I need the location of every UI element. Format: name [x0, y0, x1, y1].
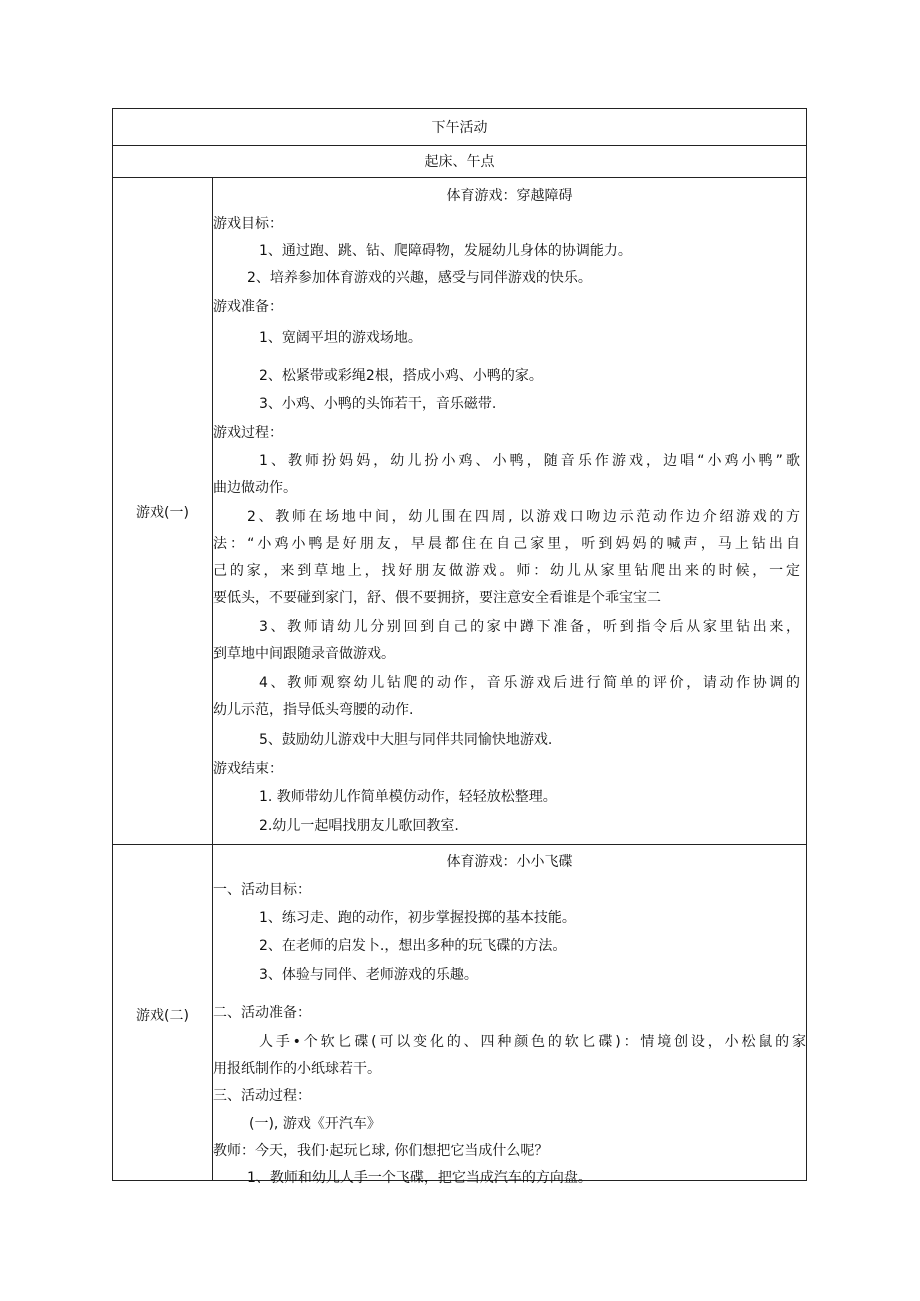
list-item: 游戏过程：: [213, 425, 283, 441]
section2-label: 游戏(二): [136, 1008, 189, 1024]
list-item: 3、体验与同伴、老师游戏的乐趣。: [259, 967, 478, 983]
page-title: 下午活动: [431, 120, 488, 136]
list-item: 教师：今天，我们·起玩匕球, 你们想把它当成什么呢？: [213, 1143, 549, 1159]
list-item: 到草地中间跟随录音做游戏。: [213, 646, 395, 662]
section1-title: 体育游戏：穿越障碍: [446, 188, 573, 204]
list-item: 1、宽阔平坦的游戏场地。: [259, 330, 422, 346]
list-item: 5、鼓励幼儿游戏中大胆与同伴共同愉快地游戏.: [259, 732, 553, 748]
list-item: 3、教师请幼儿分别回到自己的家中蹲下准备，听到指令后从家里钻出来，: [259, 619, 800, 635]
list-item: 游戏结束：: [213, 761, 283, 777]
list-item: 1、通过跑、跳、钻、爬障碍物，发屣幼儿身体的协调能力。: [259, 243, 632, 259]
section2-content: [213, 845, 806, 1186]
page-subtitle: 起床、午点: [424, 154, 495, 170]
list-item: 2、培养参加体育游戏的兴趣，感受与同伴游戏的快乐。: [247, 270, 592, 286]
list-item: 1、教师扮妈妈，幼儿扮小鸡、小鸭，随音乐作游戏，边唱“小鸡小鸭”歌: [259, 453, 800, 469]
list-item: 游戏目标：: [213, 216, 283, 232]
list-item: 1、练习走、跑的动作，初步掌握投掷的基本技能。: [259, 910, 576, 926]
list-item: 人手•个软匕碟(可以变化的、四种颜色的软匕碟)：情境创设，小松鼠的家: [259, 1034, 806, 1050]
list-item: 2、松紧带或彩绳2根，搭成小鸡、小鸭的家。: [259, 368, 543, 384]
list-item: 2.幼儿一起唱找朋友儿歌回教室.: [259, 818, 459, 834]
list-item: 4、教师观察幼儿钻爬的动作，音乐游戏后进行简单的评价，请动作协调的: [259, 675, 800, 691]
list-item: 一、活动目标：: [213, 882, 311, 898]
list-item: 法：“小鸡小鸭是好朋友，早晨都住在自己家里，听到妈妈的喊声，马上钻出自: [213, 536, 800, 552]
list-item: 2、教师在场地中间，幼儿围在四周, 以游戏口吻边示范动作边介绍游戏的方: [247, 509, 800, 525]
list-item: 2、在老师的启发卜.，想出多种的玩飞碟的方法。: [259, 938, 567, 954]
list-item: 己的家，来到草地上，找好朋友做游戏。师：幼儿从家里钻爬出来的时候，一定: [213, 563, 800, 579]
list-item: 幼儿示范，指导低头弯腰的动作.: [213, 702, 414, 718]
section2-title: 体育游戏：小小飞碟: [446, 854, 573, 870]
section1-label: 游戏(一): [136, 505, 189, 521]
list-item: 1. 教师带幼儿作简单模仿动作，轻轻放松整理。: [259, 789, 557, 805]
list-item: 二、活动准备：: [213, 1005, 311, 1021]
schedule-table: [112, 108, 807, 1186]
list-item: 曲边做动作。: [213, 480, 297, 496]
list-item: 要低头，不要碰到家门，舒、偎不要拥挤，要注意安全看谁是个乖宝宝二: [213, 590, 661, 606]
table-subheader-row: [113, 145, 806, 178]
list-item: 游戏准备：: [213, 299, 283, 315]
table-header-row: [113, 109, 806, 146]
list-item: 1、教师和幼儿人手一个飞碟，把它当成汽车的方向盘。: [247, 1170, 592, 1186]
list-item: 三、活动过程：: [213, 1088, 311, 1104]
list-item: 用报纸制作的小纸球若干。: [213, 1061, 381, 1077]
list-item: (一), 游戏《开汽车》: [249, 1116, 381, 1132]
list-item: 3、小鸡、小鸭的头饰若干，音乐磁带.: [259, 396, 497, 412]
section1-content: [213, 177, 806, 844]
